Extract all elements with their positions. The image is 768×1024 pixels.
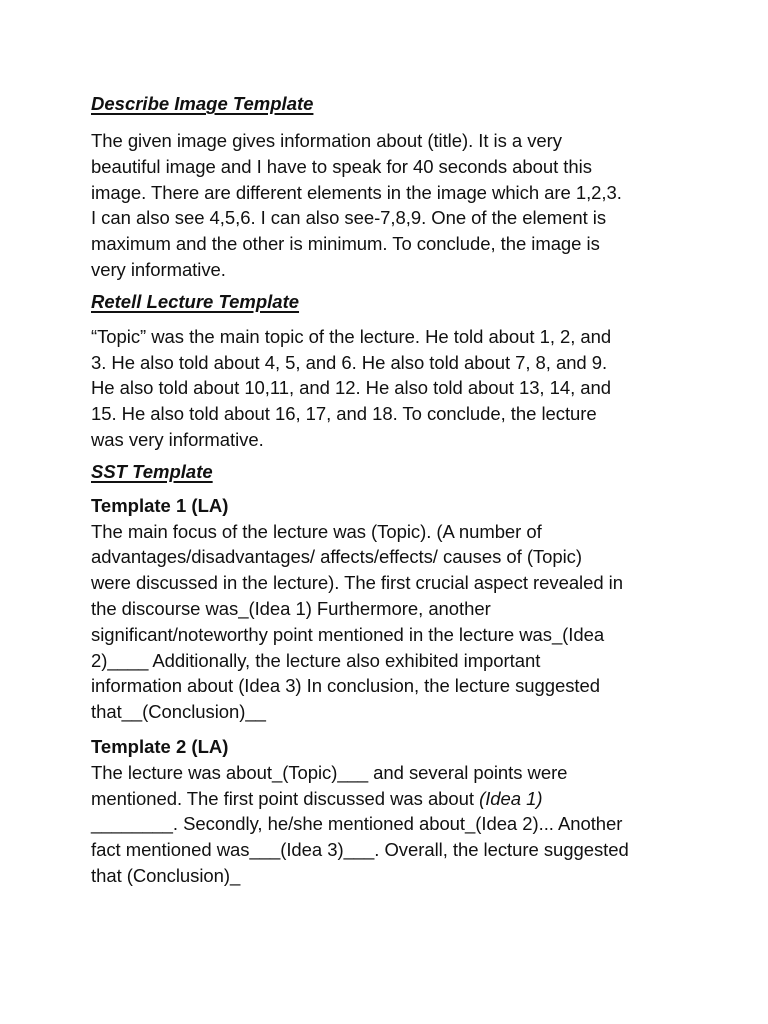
text-line: very informative. <box>91 258 226 280</box>
retell-lecture-heading: Retell Lecture Template <box>91 290 300 312</box>
text-line: beautiful image and I have to speak for 40 seconds about this <box>91 155 592 177</box>
text-line: 15. He also told about 16, 17, and 18. To conclude, the lecture <box>91 403 597 425</box>
text-line: that__(Conclusion)__ <box>91 701 266 723</box>
italic-placeholder: (Idea 1) <box>479 787 543 809</box>
text-line: The lecture was about_(Topic)___ and several points were <box>91 761 568 783</box>
template1-title: Template 1 (LA) <box>91 494 229 516</box>
text-line: information about (Idea 3) In conclusion, the lecture suggested <box>91 675 600 697</box>
text-line: I can also see 4,5,6. I can also see-7,8,9. One of the element is <box>91 207 607 229</box>
text-line: The given image gives information about (title). It is a very <box>91 130 562 151</box>
text-line: “Topic” was the main topic of the lecture. He told about 1, 2, and <box>91 325 612 347</box>
template2-paragraph <box>91 760 691 889</box>
sst-heading: SST Template <box>91 460 213 482</box>
describe-image-paragraph <box>91 128 691 283</box>
text-segment: mentioned. The first point discussed was about <box>91 787 480 809</box>
text-line: image. There are different elements in the image which are 1,2,3. <box>91 181 622 203</box>
text-line: He also told about 10,11, and 12. He also told about 13, 14, and <box>91 377 611 399</box>
text-line: the discourse was_(Idea 1) Furthermore, another <box>91 597 491 619</box>
text-line: that (Conclusion)_ <box>91 864 241 886</box>
text-line: fact mentioned was___(Idea 3)___. Overall, the lecture suggested <box>91 839 629 861</box>
text-line: 2)____ Additionally, the lecture also exhibited important <box>91 649 541 671</box>
text-line: maximum and the other is minimum. To conclude, the image is <box>91 233 600 255</box>
text-line: advantages/disadvantages/ affects/effects/ causes of (Topic) <box>91 546 582 568</box>
retell-lecture-paragraph <box>91 324 691 453</box>
text-line: significant/noteworthy point mentioned in the lecture was_(Idea <box>91 623 605 645</box>
template1-paragraph <box>91 519 691 725</box>
text-line: The main focus of the lecture was (Topic). (A number of <box>91 520 542 542</box>
text-line: was very informative. <box>91 428 264 450</box>
text-line <box>91 786 691 812</box>
describe-image-heading: Describe Image Template <box>91 93 314 114</box>
document-page <box>91 88 691 889</box>
text-line: ________. Secondly, he/she mentioned about_(Idea 2)... Another <box>91 813 623 835</box>
template2-title: Template 2 (LA) <box>91 735 229 757</box>
text-line: were discussed in the lecture). The first crucial aspect revealed in <box>91 572 623 594</box>
text-line: 3. He also told about 4, 5, and 6. He also told about 7, 8, and 9. <box>91 351 608 373</box>
